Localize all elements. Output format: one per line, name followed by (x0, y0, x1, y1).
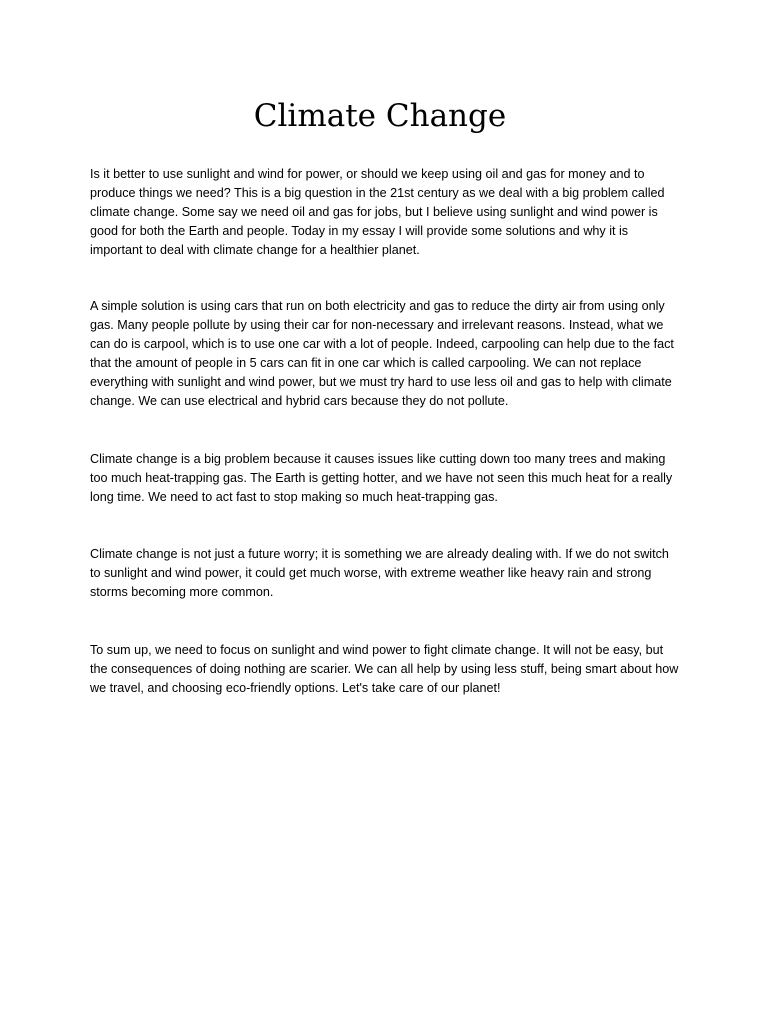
paragraph-conclusion: To sum up, we need to focus on sunlight and wind power to fight climate change. It will not be easy, but the consequences of doing nothing are scarier. We can all help by using less stuff, being smart about how we travel, and choosing eco-friendly options. Let's take care of our planet! (90, 643, 679, 695)
document-title: Climate Change (253, 98, 507, 134)
paragraph-problem: Climate change is a big problem because it causes issues like cutting down too many trees and making too much heat-trapping gas. The Earth is getting hotter, and we have not seen this much heat for a really long time. We need to act fast to stop making so much heat-trapping gas. (90, 452, 673, 504)
paragraph-introduction: Is it better to use sunlight and wind for power, or should we keep using oil and gas for money and to produce things we need? This is a big question in the 21st century as we deal with a big problem called climate change. Some say we need oil and gas for jobs, but I believe using sunlight and wind power is good for both the Earth and people. Today in my essay I will provide some solutions and why it is important to deal with climate change for a healthier planet. (90, 167, 665, 257)
paragraph-urgency: Climate change is not just a future worry; it is something we are already dealing with. If we do not switch to sunlight and wind power, it could get much worse, with extreme weather like heavy rain and strong storms becoming more common. (90, 547, 669, 599)
paragraph-solution: A simple solution is using cars that run on both electricity and gas to reduce the dirty air from using only gas. Many people pollute by using their car for non-necessary and irrelevant reasons. Instead, what we can do is carpool, which is to use one car with a lot of people. Indeed, carpooling can help due to the fact that the amount of people in 5 cars can fit in one car which is called carpooling. We can not replace everything with sunlight and wind power, but we must try hard to use less oil and gas to help with climate change. We can use electrical and hybrid cars because they do not pollute. (90, 299, 674, 408)
